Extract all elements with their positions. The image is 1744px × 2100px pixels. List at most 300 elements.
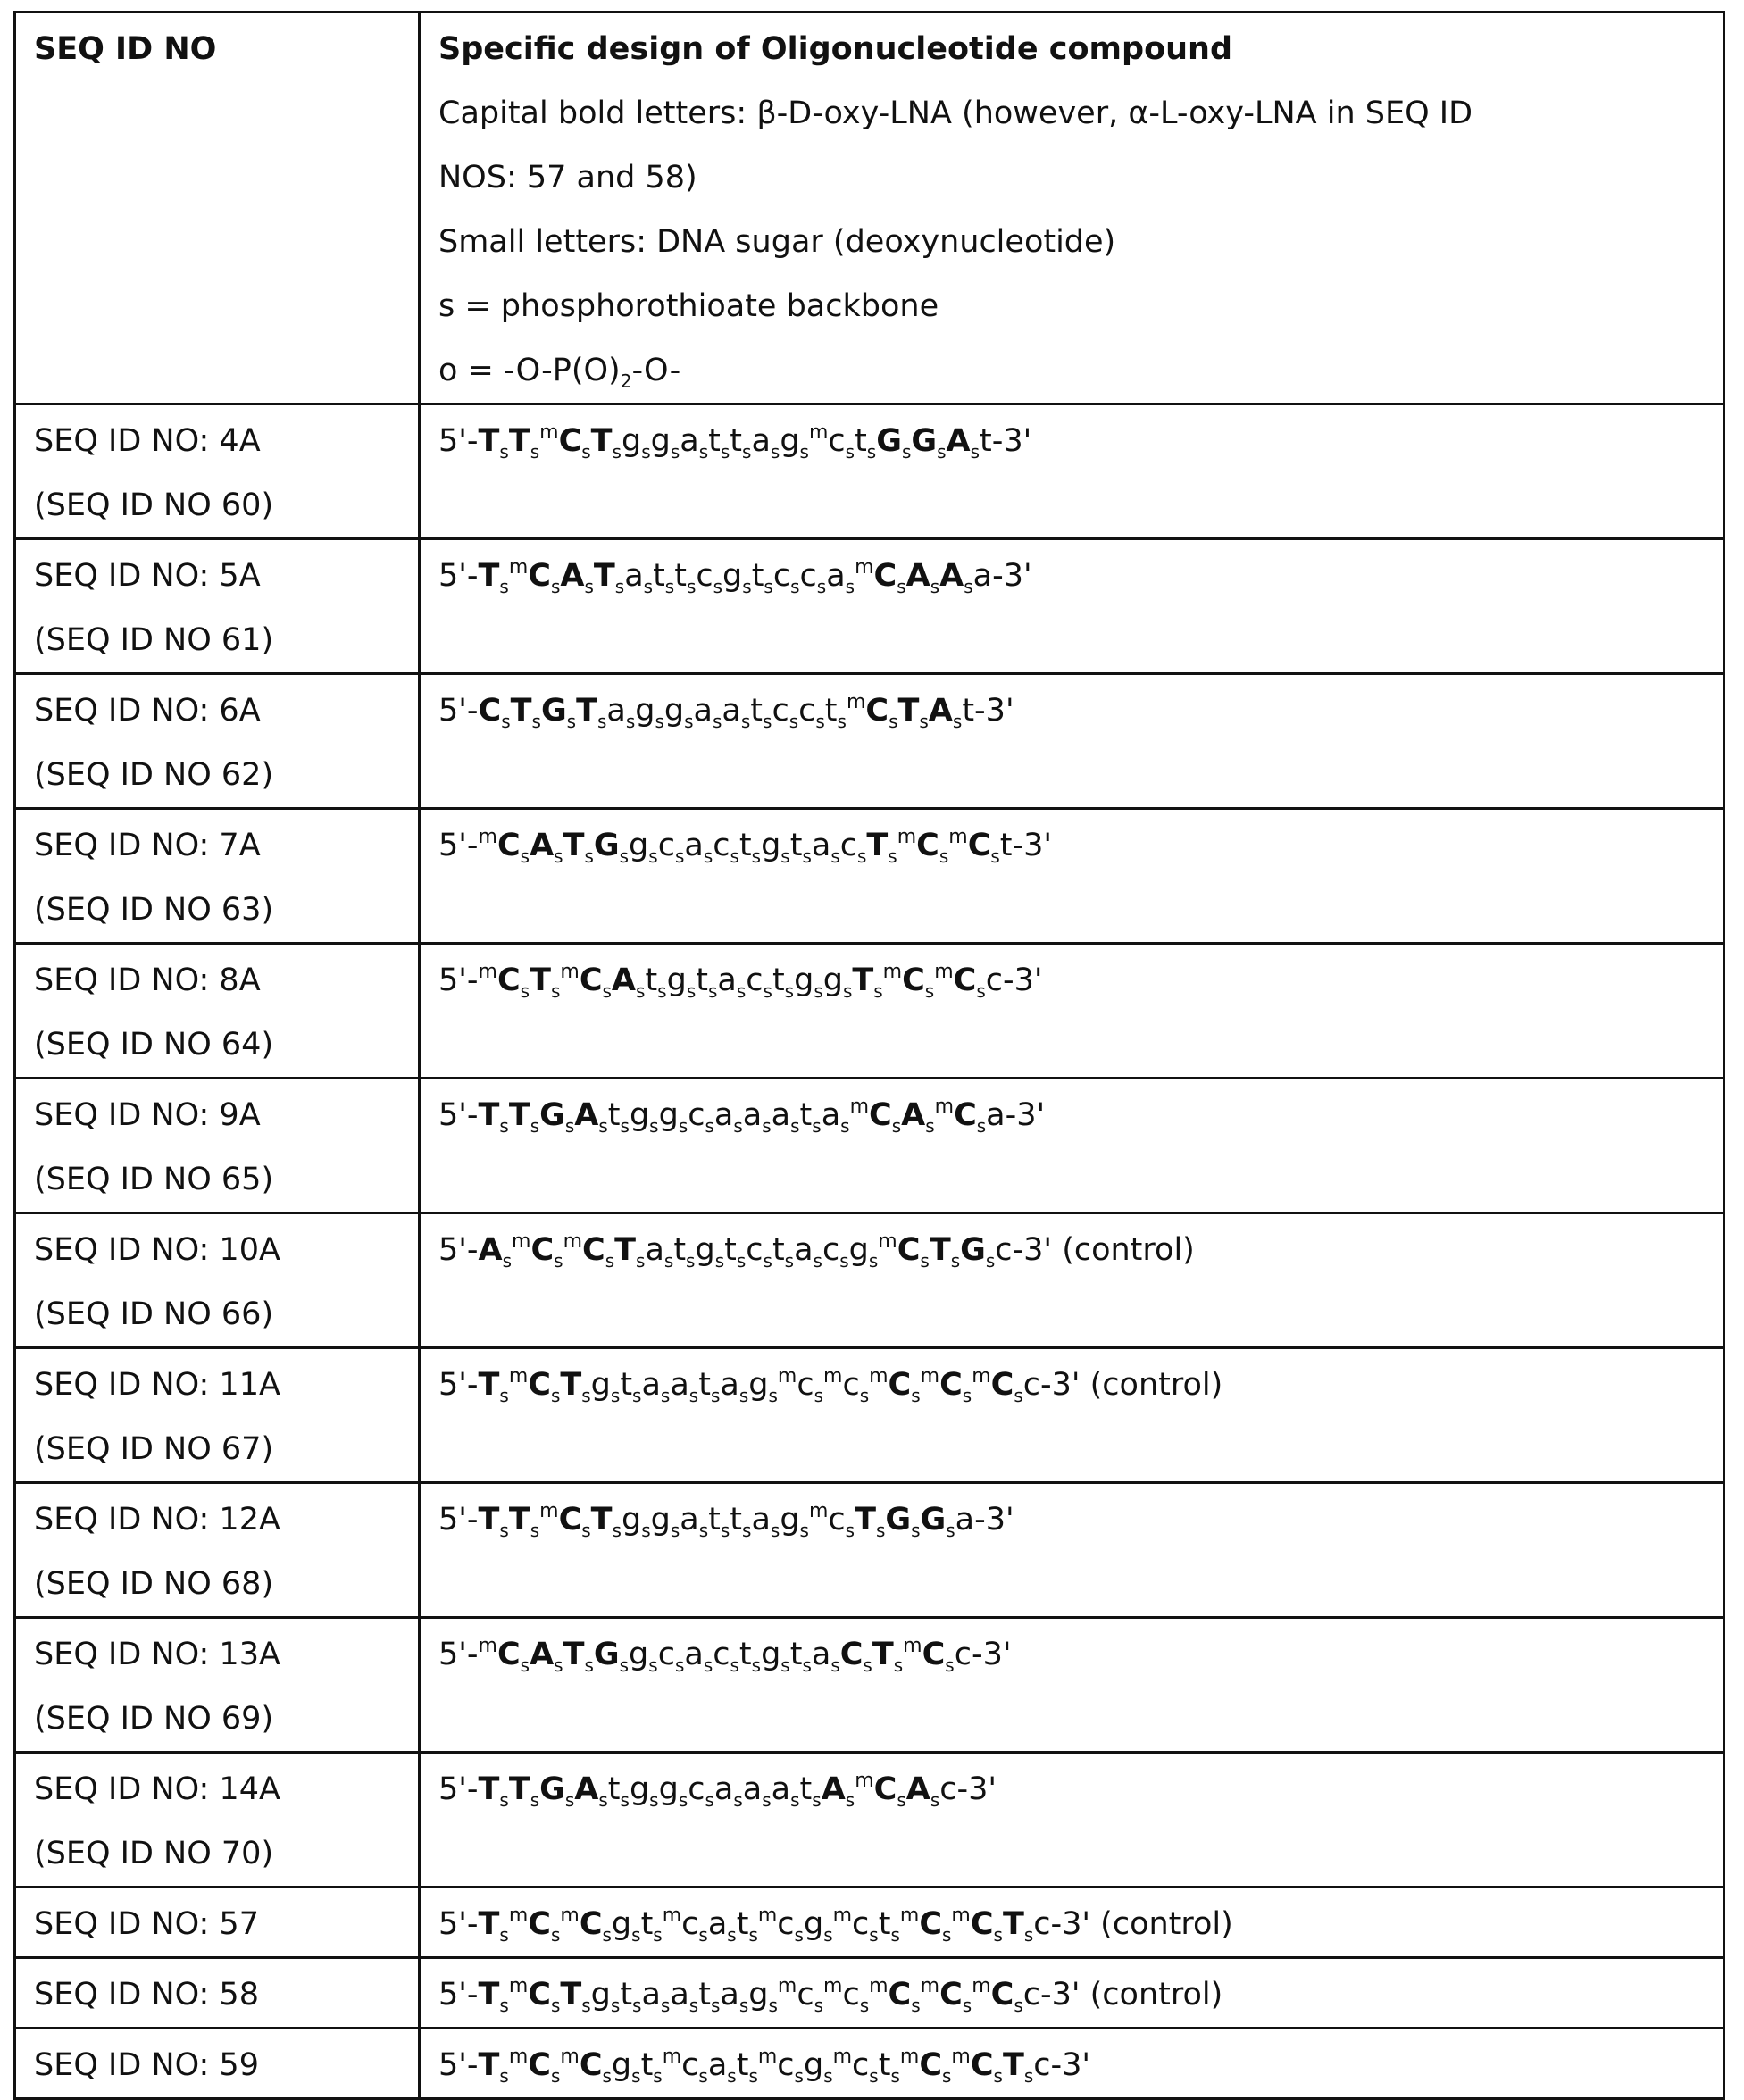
nucleotide: Ts	[898, 693, 929, 729]
sequence-cell	[420, 944, 1724, 1079]
nucleotide: Ts	[591, 1502, 622, 1538]
nucleotide: mCs	[509, 1367, 561, 1403]
table-row	[15, 1958, 1724, 2029]
nucleotide: Ts	[866, 828, 897, 863]
sequence-nucleotides	[479, 1637, 972, 1672]
nucleotide: gs	[667, 962, 697, 998]
sequence-nucleotides	[479, 1906, 1051, 1942]
nucleotide: mCs	[972, 1977, 1023, 2012]
column-header-seq-id: SEQ ID NO	[34, 17, 400, 81]
nucleotide: Ts	[479, 1771, 509, 1807]
seq-id-cell	[15, 539, 420, 674]
legend-line-backbone-o	[438, 338, 1705, 403]
nucleotide: Ts	[509, 1097, 539, 1133]
seq-id: SEQ ID NO: 9A	[34, 1083, 400, 1147]
prime-5: 5'-	[438, 1637, 479, 1672]
nucleotide: gs	[761, 1637, 790, 1672]
seq-id-alt: (SEQ ID NO 65)	[34, 1147, 400, 1212]
nucleotide: as	[708, 1906, 737, 1942]
nucleotide: mcs	[758, 1906, 804, 1942]
seq-id-cell	[15, 1348, 420, 1483]
nucleotide: ts	[696, 962, 717, 998]
nucleotide: as	[670, 1367, 698, 1403]
nucleotide: as	[751, 423, 780, 459]
nucleotide: as	[794, 1232, 822, 1268]
sequence-nucleotides	[479, 423, 992, 459]
sequence-nucleotides	[479, 1977, 1040, 2012]
sequence-cell	[420, 1618, 1724, 1753]
nucleotide: Cs	[840, 1637, 872, 1672]
nucleotide: ts	[739, 828, 761, 863]
nucleotide: cs	[688, 1097, 714, 1133]
nucleotide: a	[973, 558, 992, 594]
nucleotide: as	[772, 1097, 800, 1133]
seq-id: SEQ ID NO: 14A	[34, 1757, 400, 1821]
nucleotide: gs	[804, 1906, 833, 1942]
nucleotide: mCs	[560, 962, 612, 998]
nucleotide: mcs	[758, 2047, 804, 2083]
nucleotide: as	[751, 1502, 780, 1538]
seq-id: SEQ ID NO: 8A	[34, 948, 400, 1012]
nucleotide: mCs	[900, 1906, 952, 1942]
nucleotide: mCs	[951, 1906, 1003, 1942]
table-row	[15, 944, 1724, 1079]
nucleotide: Ts	[872, 1637, 903, 1672]
nucleotide: mCs	[509, 2047, 561, 2083]
nucleotide: mCs	[948, 828, 1000, 863]
nucleotide: gs	[695, 1232, 724, 1268]
nucleotide: ts	[750, 693, 772, 729]
sequence	[438, 948, 1705, 1012]
sequence-nucleotides	[479, 2047, 1051, 2083]
nucleotide: mCs	[509, 558, 561, 594]
legend-o-subscript: 2	[621, 371, 632, 392]
nucleotide: Ts	[479, 558, 509, 594]
sequence	[438, 1488, 1705, 1552]
nucleotide: cs	[658, 828, 685, 863]
nucleotide: mCs	[921, 1977, 972, 2012]
sequence-nucleotides	[479, 962, 1003, 998]
nucleotide: ts	[730, 423, 751, 459]
nucleotide: Ts	[614, 1232, 645, 1268]
seq-id: SEQ ID NO: 59	[34, 2033, 400, 2097]
seq-id: SEQ ID NO: 58	[34, 1962, 400, 2027]
nucleotide: gs	[659, 1771, 688, 1807]
nucleotide: Ts	[479, 1097, 509, 1133]
nucleotide: Ts	[930, 1232, 960, 1268]
nucleotide: Ts	[530, 962, 560, 998]
nucleotide: ts	[800, 1771, 822, 1807]
nucleotide: gs	[622, 1502, 651, 1538]
nucleotide: mCs	[878, 1232, 930, 1268]
table-row	[15, 539, 1724, 674]
nucleotide: c	[939, 1771, 956, 1807]
sequence	[438, 1353, 1705, 1417]
sequence	[438, 1757, 1705, 1821]
nucleotide: ts	[825, 693, 847, 729]
prime-3: -3'	[974, 1502, 1014, 1538]
seq-id: SEQ ID NO: 7A	[34, 813, 400, 878]
sequence	[438, 2033, 1705, 2097]
nucleotide: cs	[800, 558, 827, 594]
sequence-cell	[420, 809, 1724, 944]
nucleotide: Ts	[563, 828, 594, 863]
nucleotide: mCs	[479, 1637, 530, 1672]
legend-line: NOS: 57 and 58)	[438, 146, 1705, 210]
seq-id: SEQ ID NO: 5A	[34, 544, 400, 608]
nucleotide: ts	[752, 558, 773, 594]
sequence	[438, 679, 1705, 743]
nucleotide: Gs	[921, 1502, 955, 1538]
nucleotide: mcs	[823, 1977, 869, 2012]
seq-id: SEQ ID NO: 10A	[34, 1218, 400, 1282]
table-row	[15, 1483, 1724, 1618]
nucleotide: ts	[800, 1097, 822, 1133]
seq-id: SEQ ID NO: 6A	[34, 679, 400, 743]
nucleotide: as	[694, 693, 722, 729]
seq-id: SEQ ID NO: 12A	[34, 1488, 400, 1552]
prime-5: 5'-	[438, 1771, 479, 1807]
sequence-note: (control)	[1090, 1906, 1233, 1942]
sequence-cell	[420, 2029, 1724, 2099]
nucleotide: cs	[713, 1637, 739, 1672]
nucleotide: c	[955, 1637, 972, 1672]
nucleotide: As	[947, 423, 980, 459]
nucleotide: cs	[746, 1232, 772, 1268]
nucleotide: Ts	[855, 1502, 885, 1538]
nucleotide: mcs	[809, 1502, 855, 1538]
nucleotide: gs	[629, 1637, 658, 1672]
seq-id-cell	[15, 674, 420, 809]
nucleotide: ts	[730, 1502, 751, 1538]
nucleotide: Ts	[509, 1771, 539, 1807]
sequence-nucleotides	[479, 1502, 975, 1538]
prime-3: -3'	[1051, 1906, 1091, 1942]
nucleotide: mCs	[512, 1232, 563, 1268]
nucleotide: gs	[612, 2047, 641, 2083]
prime-5: 5'-	[438, 558, 479, 594]
nucleotide: cs	[696, 558, 722, 594]
nucleotide: ts	[674, 558, 696, 594]
nucleotide: mcs	[778, 1977, 823, 2012]
nucleotide: Gs	[960, 1232, 995, 1268]
nucleotide: mcs	[833, 2047, 879, 2083]
nucleotide: mCs	[972, 1367, 1023, 1403]
nucleotide: Gs	[539, 1771, 574, 1807]
nucleotide: as	[684, 828, 713, 863]
oligonucleotide-design-table	[13, 11, 1725, 2100]
seq-id-cell	[15, 1213, 420, 1348]
nucleotide: Ts	[591, 423, 622, 459]
seq-id-alt: (SEQ ID NO 70)	[34, 1821, 400, 1886]
seq-id: SEQ ID NO: 57	[34, 1892, 400, 1956]
sequence-nucleotides	[479, 1771, 957, 1807]
sequence-nucleotides	[479, 1232, 1013, 1268]
nucleotide: gs	[612, 1906, 641, 1942]
nucleotide: ts	[641, 1906, 663, 1942]
nucleotide: as	[812, 828, 840, 863]
nucleotide: cs	[772, 693, 798, 729]
nucleotide: mCs	[935, 1097, 987, 1133]
nucleotide: c	[1033, 2047, 1050, 2083]
nucleotide: As	[939, 558, 973, 594]
nucleotide: ts	[608, 1771, 630, 1807]
legend-o-text: o = -O-P(O)	[438, 353, 621, 388]
nucleotide: gs	[659, 1097, 688, 1133]
seq-id-cell	[15, 2029, 420, 2099]
nucleotide: mCs	[847, 693, 898, 729]
nucleotide: as	[743, 1771, 772, 1807]
nucleotide: Ts	[509, 423, 539, 459]
sequence-nucleotides	[479, 828, 1013, 863]
nucleotide: As	[530, 828, 563, 863]
nucleotide: as	[743, 1097, 772, 1133]
prime-3: -3'	[974, 693, 1014, 729]
nucleotide: ts	[698, 1367, 720, 1403]
nucleotide: ts	[737, 1906, 758, 1942]
seq-id-cell	[15, 404, 420, 539]
prime-3: -3'	[1013, 828, 1053, 863]
nucleotide: Ts	[594, 558, 624, 594]
prime-5: 5'-	[438, 1906, 479, 1942]
sequence-cell	[420, 1483, 1724, 1618]
nucleotide: c	[1023, 1977, 1040, 2012]
nucleotide: gs	[823, 962, 853, 998]
nucleotide: ts	[698, 1977, 720, 2012]
nucleotide: Ts	[563, 1637, 594, 1672]
nucleotide: gs	[849, 1232, 879, 1268]
nucleotide: as	[720, 1367, 748, 1403]
seq-id-cell	[15, 1958, 420, 2029]
nucleotide: As	[560, 558, 594, 594]
prime-3: -3'	[1040, 1367, 1081, 1403]
nucleotide: Ts	[479, 1502, 509, 1538]
seq-id-cell	[15, 1753, 420, 1888]
nucleotide: ts	[653, 558, 674, 594]
nucleotide: cs	[713, 828, 739, 863]
nucleotide: gs	[761, 828, 790, 863]
nucleotide: gs	[629, 828, 658, 863]
nucleotide: mCs	[869, 1977, 921, 2012]
nucleotide: Ts	[479, 423, 509, 459]
nucleotide: ts	[724, 1232, 746, 1268]
nucleotide: ts	[790, 828, 812, 863]
nucleotide: ts	[855, 423, 876, 459]
table-row	[15, 1348, 1724, 1483]
nucleotide: Gs	[911, 423, 946, 459]
seq-id: SEQ ID NO: 11A	[34, 1353, 400, 1417]
sequence	[438, 1218, 1705, 1282]
nucleotide: As	[929, 693, 963, 729]
prime-5: 5'-	[438, 962, 479, 998]
nucleotide: Ts	[509, 1502, 539, 1538]
prime-5: 5'-	[438, 1232, 479, 1268]
seq-id: SEQ ID NO: 4A	[34, 409, 400, 473]
nucleotide: Ts	[511, 693, 541, 729]
table-row	[15, 674, 1724, 809]
nucleotide: As	[612, 962, 646, 998]
nucleotide: Ts	[560, 1367, 590, 1403]
nucleotide: ts	[790, 1637, 812, 1672]
nucleotide: ts	[879, 2047, 900, 2083]
prime-5: 5'-	[438, 1367, 479, 1403]
nucleotide: Ts	[479, 1906, 509, 1942]
nucleotide: cs	[822, 1232, 849, 1268]
legend-o-text-end: -O-	[631, 353, 680, 388]
legend-line: s = phosphorothioate backbone	[438, 274, 1705, 338]
nucleotide: as	[684, 1637, 713, 1672]
nucleotide: mcs	[663, 2047, 708, 2083]
nucleotide: as	[714, 1771, 743, 1807]
seq-id-alt: (SEQ ID NO 62)	[34, 743, 400, 807]
nucleotide: Gs	[541, 693, 576, 729]
nucleotide: As	[906, 1771, 940, 1807]
nucleotide: cs	[746, 962, 772, 998]
table-header-row	[15, 12, 1724, 404]
sequence-cell	[420, 1888, 1724, 1958]
nucleotide: c	[986, 962, 1003, 998]
nucleotide: gs	[780, 423, 809, 459]
seq-id-alt: (SEQ ID NO 63)	[34, 878, 400, 942]
nucleotide: mCs	[934, 962, 986, 998]
nucleotide: as	[624, 558, 653, 594]
nucleotide: gs	[591, 1977, 621, 2012]
nucleotide: mCs	[883, 962, 935, 998]
nucleotide: As	[901, 1097, 935, 1133]
nucleotide: Ts	[1003, 2047, 1033, 2083]
sequence	[438, 544, 1705, 608]
nucleotide: gs	[651, 423, 680, 459]
nucleotide: Gs	[885, 1502, 920, 1538]
nucleotide: gs	[630, 1097, 659, 1133]
nucleotide: Ts	[479, 2047, 509, 2083]
seq-id-alt: (SEQ ID NO 68)	[34, 1552, 400, 1616]
prime-3: -3'	[957, 1771, 997, 1807]
nucleotide: Gs	[539, 1097, 574, 1133]
nucleotide: mCs	[509, 1906, 561, 1942]
nucleotide: Gs	[876, 423, 911, 459]
sequence-nucleotides	[479, 693, 975, 729]
seq-id-cell	[15, 809, 420, 944]
nucleotide: mCs	[855, 1771, 906, 1807]
nucleotide: Ts	[560, 1977, 590, 2012]
seq-id-alt: (SEQ ID NO 64)	[34, 1012, 400, 1077]
sequence	[438, 409, 1705, 473]
sequence-note: (control)	[1081, 1367, 1223, 1403]
prime-5: 5'-	[438, 423, 479, 459]
sequence-cell	[420, 1213, 1724, 1348]
nucleotide: gs	[748, 1977, 778, 2012]
header-cell-seq-id	[15, 12, 420, 404]
prime-3: -3'	[992, 558, 1032, 594]
nucleotide: t	[1000, 828, 1013, 863]
nucleotide: mcs	[833, 1906, 879, 1942]
nucleotide: Ts	[852, 962, 882, 998]
nucleotide: mcs	[809, 423, 855, 459]
nucleotide: mCs	[560, 2047, 612, 2083]
nucleotide: Cs	[479, 693, 511, 729]
prime-5: 5'-	[438, 1502, 479, 1538]
seq-id-cell	[15, 1079, 420, 1213]
seq-id-alt: (SEQ ID NO 61)	[34, 608, 400, 672]
nucleotide: Ts	[479, 1977, 509, 2012]
prime-5: 5'-	[438, 693, 479, 729]
prime-3: -3'	[992, 423, 1032, 459]
nucleotide: mCs	[855, 558, 906, 594]
nucleotide: as	[772, 1771, 800, 1807]
nucleotide: ts	[673, 1232, 695, 1268]
nucleotide: As	[530, 1637, 563, 1672]
nucleotide: a	[986, 1097, 1005, 1133]
table-row	[15, 1753, 1724, 1888]
table-row	[15, 1888, 1724, 1958]
nucleotide: a	[955, 1502, 974, 1538]
nucleotide: cs	[798, 693, 825, 729]
nucleotide: c	[995, 1232, 1012, 1268]
nucleotide: mCs	[921, 1367, 972, 1403]
sequence	[438, 813, 1705, 878]
nucleotide: gs	[664, 693, 694, 729]
nucleotide: As	[822, 1771, 855, 1807]
nucleotide: as	[717, 962, 746, 998]
nucleotide: mcs	[823, 1367, 869, 1403]
nucleotide: mCs	[897, 828, 949, 863]
nucleotide: gs	[748, 1367, 778, 1403]
sequence	[438, 1083, 1705, 1147]
sequence-cell	[420, 1753, 1724, 1888]
nucleotide: as	[812, 1637, 840, 1672]
nucleotide: mCs	[509, 1977, 561, 2012]
nucleotide: ts	[641, 2047, 663, 2083]
nucleotide: ts	[608, 1097, 630, 1133]
nucleotide: mCs	[560, 1906, 612, 1942]
sequence	[438, 1962, 1705, 2027]
nucleotide: as	[822, 1097, 850, 1133]
nucleotide: ts	[708, 1502, 730, 1538]
nucleotide: ts	[708, 423, 730, 459]
nucleotide: mCs	[539, 423, 591, 459]
nucleotide: as	[641, 1367, 670, 1403]
nucleotide: mCs	[869, 1367, 921, 1403]
sequence	[438, 1892, 1705, 1956]
nucleotide: mCs	[951, 2047, 1003, 2083]
nucleotide: as	[708, 2047, 737, 2083]
nucleotide: t	[980, 423, 992, 459]
sequence-cell	[420, 1079, 1724, 1213]
seq-id: SEQ ID NO: 13A	[34, 1622, 400, 1687]
legend-line: Capital bold letters: β-D-oxy-LNA (however, α-L-oxy-LNA in SEQ ID	[438, 81, 1705, 146]
legend-line: Small letters: DNA sugar (deoxynucleotide)	[438, 210, 1705, 274]
nucleotide: ts	[772, 962, 794, 998]
nucleotide: mCs	[539, 1502, 591, 1538]
nucleotide: cs	[688, 1771, 714, 1807]
nucleotide: cs	[658, 1637, 685, 1672]
nucleotide: as	[670, 1977, 698, 2012]
seq-id-cell	[15, 1483, 420, 1618]
nucleotide: Ts	[1003, 1906, 1033, 1942]
nucleotide: Ts	[576, 693, 606, 729]
seq-id-alt: (SEQ ID NO 69)	[34, 1687, 400, 1751]
prime-5: 5'-	[438, 1977, 479, 2012]
nucleotide: as	[680, 1502, 708, 1538]
table-row	[15, 404, 1724, 539]
nucleotide: Ts	[479, 1367, 509, 1403]
nucleotide: gs	[794, 962, 823, 998]
sequence-note: (control)	[1081, 1977, 1223, 2012]
nucleotide: ts	[737, 2047, 758, 2083]
nucleotide: ts	[739, 1637, 761, 1672]
sequence	[438, 1622, 1705, 1687]
